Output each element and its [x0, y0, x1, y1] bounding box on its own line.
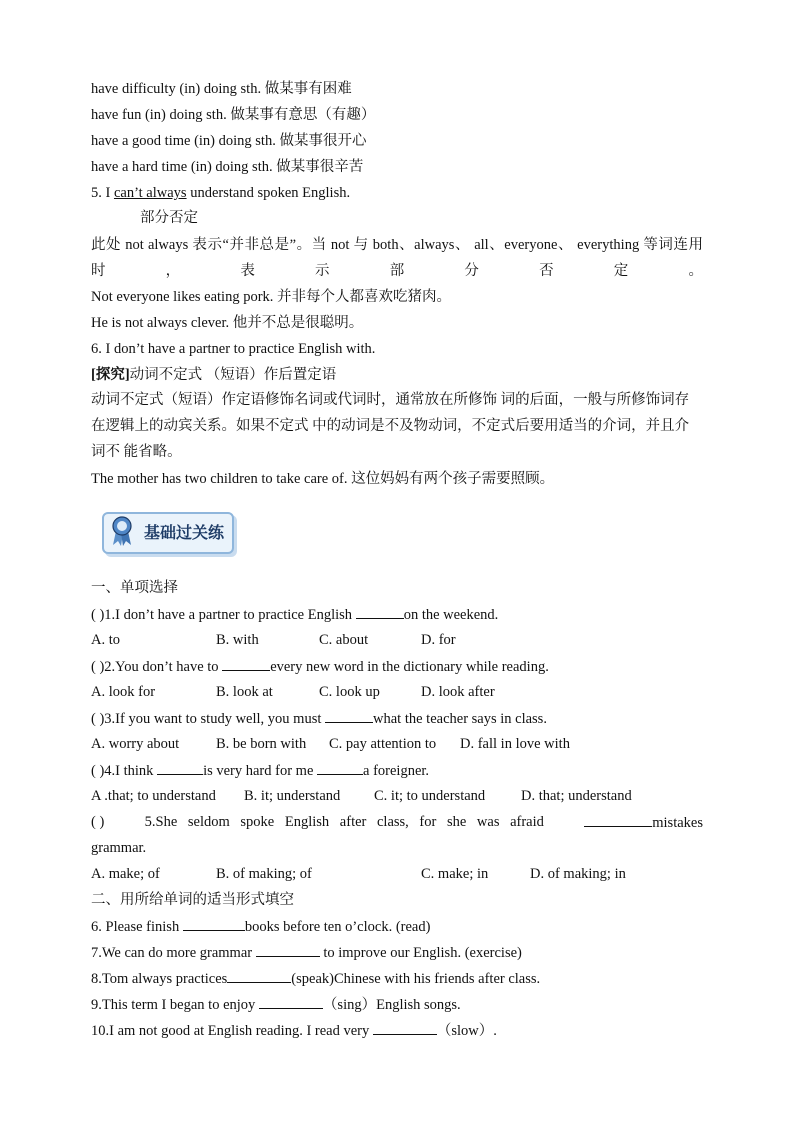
- medal-icon: [110, 515, 134, 547]
- section2-title: 二、用所给单词的适当形式填空: [91, 892, 294, 908]
- phrase-line: have difficulty (in) doing sth. 做某事有困难: [91, 81, 352, 97]
- fill-text: to improve our English. (exercise): [319, 945, 522, 961]
- answer-paren[interactable]: ( ): [91, 607, 105, 623]
- question-tail: [584, 812, 703, 833]
- question-continuation: grammar.: [91, 840, 147, 856]
- fill-blank[interactable]: [259, 994, 323, 1009]
- option-a[interactable]: A .that; to understand: [91, 788, 216, 804]
- answer-blank[interactable]: [317, 760, 363, 775]
- option-c[interactable]: C. it; to understand: [374, 788, 486, 804]
- option-a[interactable]: A. to: [91, 632, 120, 648]
- answer-blank[interactable]: [157, 760, 203, 775]
- point5-underlined: can’t always: [113, 185, 187, 201]
- point5-example: Not everyone likes eating pork. 并非每个人都喜欢吃猪肉。: [91, 289, 452, 305]
- answer-paren[interactable]: ( ): [91, 763, 105, 779]
- option-a[interactable]: A. worry about: [91, 736, 180, 752]
- point5-suffix: understand spoken English.: [186, 185, 351, 201]
- answer-blank[interactable]: [584, 812, 652, 827]
- question-text: every new word in the dictionary while reading.: [270, 659, 549, 675]
- question-text: 3.If you want to study well, you must: [104, 711, 326, 727]
- fill-text: 7.We can do more grammar: [91, 945, 256, 961]
- question-line: [91, 656, 549, 677]
- answer-paren[interactable]: ( ): [91, 814, 105, 830]
- answer-paren[interactable]: ( ): [91, 711, 105, 727]
- option-b[interactable]: B. of making; of: [216, 866, 312, 882]
- option-c[interactable]: C. make; in: [421, 866, 489, 882]
- fill-text: 6. Please finish: [91, 919, 183, 935]
- fill-item: [91, 916, 430, 937]
- question-line: [91, 708, 547, 729]
- fill-text: (speak)Chinese with his friends after class.: [291, 971, 541, 987]
- point6-tag: [探究]: [91, 367, 130, 383]
- option-b[interactable]: B. look at: [216, 684, 273, 700]
- point6-heading-line: [91, 365, 336, 385]
- option-b[interactable]: B. it; understand: [244, 788, 341, 804]
- point6-explain: 动词不定式（短语）作定语修饰名词或代词时，通常放在所修饰 词的后面，一般与所修饰词存在逻辑上的动宾关系。如果不定式 中的动词是不及物动词，不定式后要用适当的介词，并且介词不 能省略。: [91, 392, 690, 460]
- question-text: a foreigner.: [363, 763, 430, 779]
- question-text: is very hard for me: [203, 763, 318, 779]
- option-d[interactable]: D. of making; in: [530, 866, 626, 882]
- question-line: [91, 604, 498, 625]
- option-a[interactable]: A. look for: [91, 684, 156, 700]
- section1-title: 一、单项选择: [91, 580, 178, 596]
- option-c[interactable]: C. pay attention to: [329, 736, 437, 752]
- fill-text: 8.Tom always practices: [91, 971, 228, 987]
- phrase-line: have fun (in) doing sth. 做某事有意思（有趣）: [91, 107, 376, 123]
- question-text: 2.You don’t have to: [104, 659, 223, 675]
- section-badge: [98, 506, 238, 558]
- option-d[interactable]: D. that; understand: [521, 788, 632, 804]
- question-text: 4.I think: [104, 763, 158, 779]
- point6-sentence: 6. I don’t have a partner to practice English with.: [91, 341, 376, 357]
- answer-blank[interactable]: [222, 656, 270, 671]
- point5-note: 部分否定: [140, 210, 198, 226]
- fill-blank[interactable]: [256, 942, 320, 957]
- point6-heading: 动词不定式 （短语）作后置定语: [129, 367, 337, 383]
- fill-item: [91, 942, 522, 963]
- answer-blank[interactable]: [325, 708, 373, 723]
- question-line: [91, 812, 703, 833]
- point5-prefix: 5. I: [91, 185, 114, 201]
- answer-blank[interactable]: [356, 604, 404, 619]
- answer-paren[interactable]: ( ): [91, 659, 105, 675]
- option-c[interactable]: C. look up: [319, 684, 380, 700]
- fill-text: 10.I am not good at English reading. I read very: [91, 1023, 373, 1039]
- fill-blank[interactable]: [183, 916, 245, 931]
- fill-text: books before ten o’clock. (read): [244, 919, 431, 935]
- question-text: what the teacher says in class.: [373, 711, 547, 727]
- question-text: mistakes: [652, 815, 703, 831]
- fill-text: （sing）English songs.: [322, 997, 461, 1013]
- fill-item: [91, 968, 540, 989]
- option-d[interactable]: D. fall in love with: [460, 736, 570, 752]
- question-text: on the weekend.: [403, 607, 499, 623]
- option-a[interactable]: A. make; of: [91, 866, 160, 882]
- option-b[interactable]: B. with: [216, 632, 259, 648]
- fill-text: 9.This term I began to enjoy: [91, 997, 259, 1013]
- phrase-line: have a hard time (in) doing sth. 做某事很辛苦: [91, 159, 364, 175]
- fill-item: [91, 1020, 497, 1041]
- fill-item: [91, 994, 461, 1015]
- point5-explain: 此处 not always 表示“并非总是”。当 not 与 both、always、 all、everyone、 everything 等词连用时，表示部分否定。: [91, 237, 703, 279]
- point5-example: He is not always clever. 他并不总是很聪明。: [91, 315, 364, 331]
- option-b[interactable]: B. be born with: [216, 736, 307, 752]
- fill-text: （slow）.: [436, 1023, 497, 1039]
- point6-example: The mother has two children to take care of. 这位妈妈有两个孩子需要照顾。: [91, 471, 555, 487]
- fill-blank[interactable]: [227, 968, 291, 983]
- question-text: 5.She seldom spoke English after class, for she was afraid: [144, 814, 544, 830]
- fill-blank[interactable]: [373, 1020, 437, 1035]
- question-text: 1.I don’t have a partner to practice English: [104, 607, 356, 623]
- point5-sentence: [91, 183, 350, 203]
- question-line: [91, 760, 429, 781]
- option-d[interactable]: D. for: [421, 632, 456, 648]
- option-d[interactable]: D. look after: [421, 684, 495, 700]
- option-c[interactable]: C. about: [319, 632, 369, 648]
- phrase-line: have a good time (in) doing sth. 做某事很开心: [91, 133, 367, 149]
- badge-title: 基础过关练: [144, 523, 225, 542]
